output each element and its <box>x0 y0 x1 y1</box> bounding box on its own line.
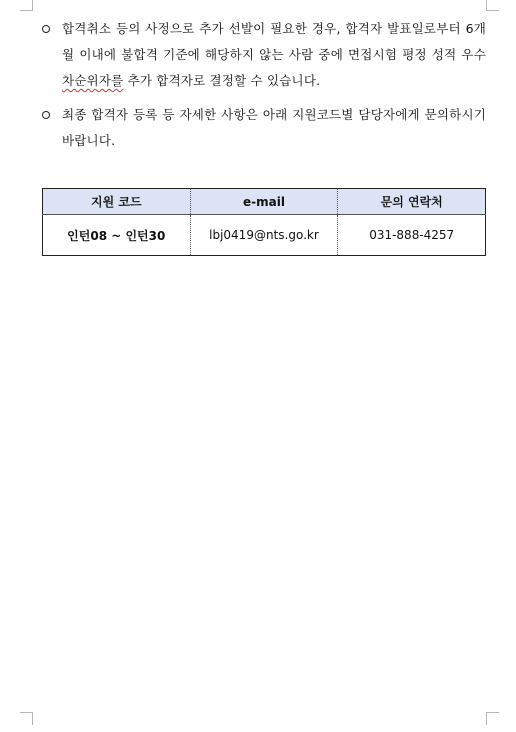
crop-mark-bottom-left <box>20 712 33 725</box>
cell-contact-number: 031-888-4257 <box>338 215 486 256</box>
table-row <box>43 215 486 256</box>
header-email: e-mail <box>190 189 338 215</box>
crop-mark-top-left <box>20 0 33 11</box>
paragraph-text: 최종 합격자 등록 등 자세한 사항은 아래 지원코드별 담당자에게 문의하시기 바랍니다. <box>62 107 486 148</box>
circle-bullet-icon <box>42 111 50 119</box>
cell-support-code: 인턴08 ~ 인턴30 <box>67 228 166 243</box>
contact-table <box>42 188 486 256</box>
cell-email: lbj0419@nts.go.kr <box>190 215 338 256</box>
table-header-row <box>43 189 486 215</box>
paragraph-text-part1: 합격취소 등의 사정으로 추가 선발이 필요한 경우, 합격자 발표일로부터 6개월 이내에 불합격 기준에 해당하지 않는 사람 중에 면접시험 평정 성적 우수 <box>62 21 486 62</box>
crop-mark-top-right <box>486 0 499 11</box>
header-support-code: 지원 코드 <box>43 189 191 215</box>
header-contact: 문의 연락처 <box>338 189 486 215</box>
document-body <box>42 16 486 154</box>
circle-bullet-icon <box>42 25 50 33</box>
paragraph-text-part2: 추가 합격자로 결정할 수 있습니다. <box>123 73 321 88</box>
crop-mark-bottom-right <box>486 712 499 725</box>
spellcheck-underlined-word: 차순위자를 <box>62 73 124 88</box>
paragraph-additional-selection <box>42 16 486 94</box>
paragraph-contact-info <box>42 102 486 154</box>
